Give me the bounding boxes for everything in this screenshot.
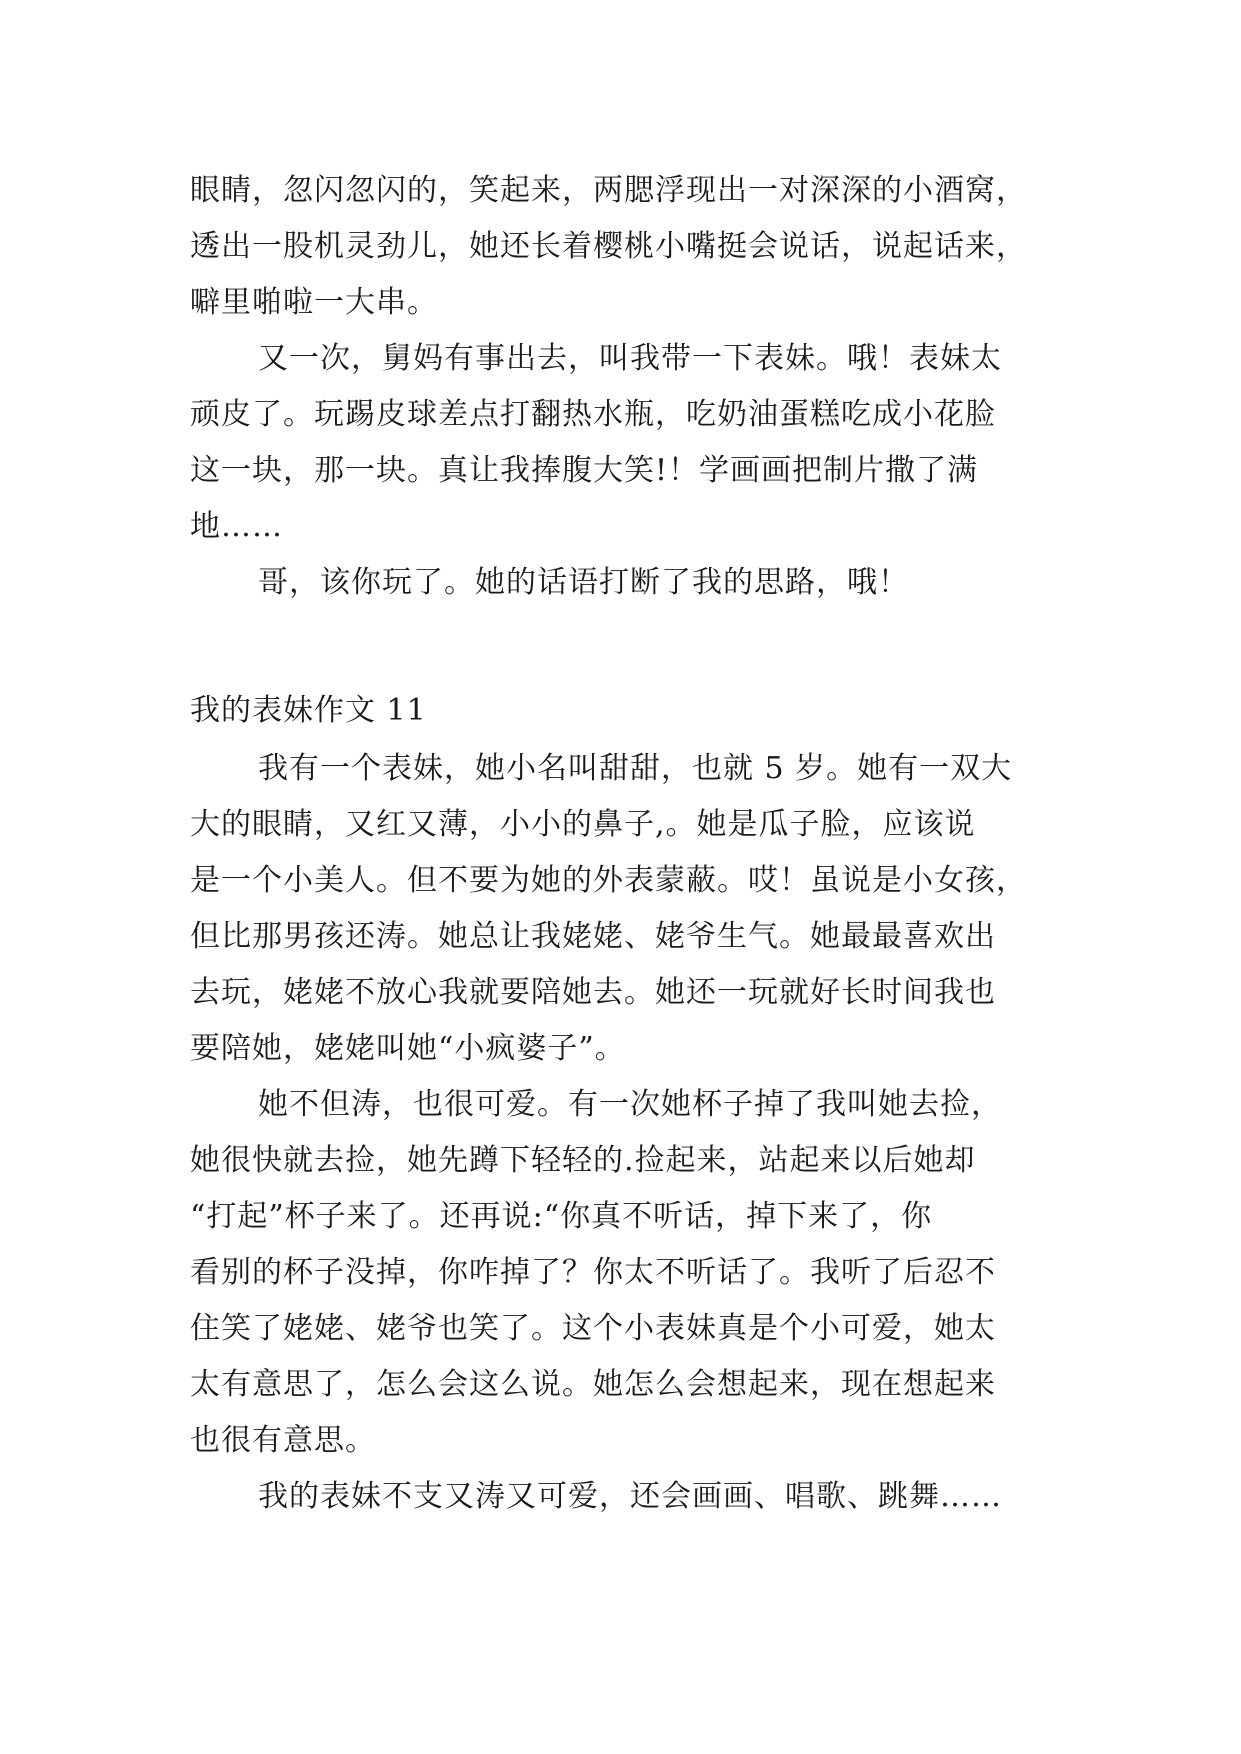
text-line: 是一个小美人。但不要为她的外表蒙蔽。哎！虽说是小女孩， xyxy=(190,863,1027,898)
text-line: 也很有意思。 xyxy=(190,1423,376,1458)
document-body xyxy=(190,163,1070,1525)
paragraph xyxy=(190,555,1070,611)
text-line: 噼里啪啦一大串。 xyxy=(190,285,438,320)
paragraph xyxy=(190,163,1070,331)
paragraph xyxy=(190,741,1070,1077)
text-line: 我有一个表妹，她小名叫甜甜，也就 5 岁。她有一双大 xyxy=(258,751,1013,786)
section-spacer xyxy=(190,611,1070,681)
text-line: 大的眼睛，又红又薄，小小的鼻子,。她是瓜子脸，应该说 xyxy=(190,807,976,842)
text-line: 看别的杯子没掉，你咋掉了？你太不听话了。我听了后忍不 xyxy=(190,1255,996,1290)
text-line: 去玩，姥姥不放心我就要陪她去。她还一玩就好长时间我也 xyxy=(190,975,996,1010)
text-line: 但比那男孩还涛。她总让我姥姥、姥爷生气。她最最喜欢出 xyxy=(190,919,996,954)
text-line: “打起”杯子来了。还再说:“你真不听话，掉下来了，你 xyxy=(190,1199,933,1234)
paragraph xyxy=(190,1469,1070,1525)
text-line: 顽皮了。玩踢皮球差点打翻热水瓶，吃奶油蛋糕吃成小花脸 xyxy=(190,397,996,432)
text-line: 我的表妹不支又涛又可爱，还会画画、唱歌、跳舞…… xyxy=(258,1479,1002,1514)
text-line: 地…… xyxy=(190,509,283,544)
text-line: 眼睛，忽闪忽闪的，笑起来，两腮浮现出一对深深的小酒窝， xyxy=(190,173,1027,208)
text-line: 透出一股机灵劲儿，她还长着樱桃小嘴挺会说话，说起话来， xyxy=(190,229,1027,264)
text-line: 又一次，舅妈有事出去，叫我带一下表妹。哦！表妹太 xyxy=(258,341,1002,376)
paragraph xyxy=(190,331,1070,555)
paragraph xyxy=(190,1077,1070,1469)
text-line: 哥，该你玩了。她的话语打断了我的思路，哦！ xyxy=(258,565,909,600)
text-line: 她不但涛，也很可爱。有一次她杯子掉了我叫她去捡， xyxy=(258,1087,1002,1122)
text-line: 她很快就去捡，她先蹲下轻轻的.捡起来，站起来以后她却 xyxy=(190,1143,976,1178)
section-title: 我的表妹作文 11 xyxy=(190,693,427,728)
text-line: 太有意思了，怎么会这么说。她怎么会想起来，现在想起来 xyxy=(190,1367,996,1402)
text-line: 要陪她，姥姥叫她“小疯婆子”。 xyxy=(190,1031,626,1066)
text-line: 这一块，那一块。真让我捧腹大笑!！学画画把制片撒了满 xyxy=(190,453,979,488)
text-line: 住笑了姥姥、姥爷也笑了。这个小表妹真是个小可爱，她太 xyxy=(190,1311,996,1346)
